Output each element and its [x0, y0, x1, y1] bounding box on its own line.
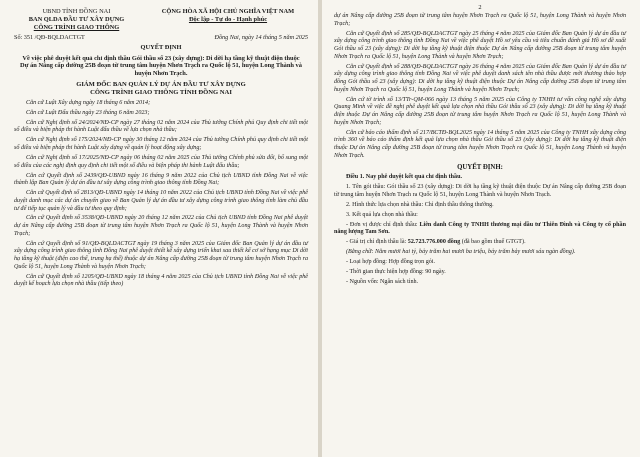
contract-price: [334, 239, 626, 247]
article-1: Điều 1. Nay phê duyệt kết quả chỉ định thầu.: [346, 174, 462, 181]
continued-paragraph: dự án Nâng cấp đường 25B đoạn từ trung tâm huyện Nhơn Trạch ra Quốc lộ 51, huyện Long Thành và huyện Nhơn Trạch;: [334, 13, 626, 27]
contract-detail: - Loại hợp đồng: Hợp đồng trọn gói.: [346, 259, 436, 266]
legal-basis-paragraph: Căn cứ báo cáo thẩm định số 217/BCTĐ-BQL2025 ngày 14 tháng 5 năm 2025 của Công ty TNHH xây dựng công trình 360 về báo cáo thẩm định kết quả lựa chọn nhà thầu Gói thầu số 23 (xây dựng): Di dời hạ tầng kỹ thuật điện thuộc Dự án Nâng cấp đường 25B đoạn từ trung tâm huyện Nhơn Trạch ra Quốc lộ 51, huyện Long Thành và huyện Nhơn Trạch.: [334, 129, 626, 159]
decision-item: 2. Hình thức lựa chọn nhà thầu: Chỉ định thầu thông thường.: [346, 201, 494, 208]
org-line-2: BAN QLDA ĐẦU TƯ XÂY DỰNG: [28, 16, 125, 23]
price-label: - Giá trị chỉ định thầu là:: [346, 239, 408, 246]
legal-basis-paragraph: Căn cứ Luật Xây dựng ngày 18 tháng 6 năm 2014;: [26, 99, 151, 106]
price-in-words: (Bằng chữ: Năm mươi hai tỷ, bảy trăm hai mươi ba triệu, bảy trăm bảy mươi sáu ngàn đồng).: [346, 249, 576, 256]
page-number: 2: [478, 4, 482, 11]
legal-basis-paragraph: Căn cứ Quyết định số 3538/QĐ-UBND ngày 20 tháng 12 năm 2022 của Chủ tịch UBND tỉnh Đồng Nai phê duyệt dự án Nâng cấp đường 25B đoạn từ trung tâm huyện Nhơn Trạch ra Quốc lộ 51, huyện Long Thành và huyện Nhơn Trạch;: [14, 215, 308, 237]
legal-basis-paragraph: Căn cứ Quyết định số 2439/QĐ-UBND ngày 16 tháng 9 năm 2022 của Chủ tịch UBND tỉnh Đồng Nai về việc thành lập Ban Quản lý dự án đầu tư xây dựng công trình giao thông tỉnh Đồng Nai;: [14, 172, 308, 187]
winner-name: Liên danh Công ty TNHH thương mại dầu tư Thiên Đình và Công ty cổ phần năng lượng Tam Sơn.: [334, 221, 626, 236]
winner-label: - Đơn vị được chỉ định thầu:: [346, 221, 420, 228]
legal-basis-paragraph: Căn cứ Nghị định số 175/2024/NĐ-CP ngày 30 tháng 12 năm 2024 của Thủ tướng Chính phủ quy định chi tiết một số điều và biện pháp thi hành Luật xây dựng về quản lý hoạt động xây dựng;: [14, 137, 308, 152]
legal-basis-paragraph: Căn cứ Quyết định số 288/QĐ-BQLDACTGT ngày 26 tháng 4 năm 2025 của Giám đốc Ban Quản lý dự án đầu tư xây dựng công trình giao thông tỉnh Đồng Nai về việc phê duyệt danh sách tên nhà thầu được mời thương thảo hợp đồng Gói thầu số 23 (xây dựng): Di dời hạ tầng kỹ thuật điện thuộc Dự án Nâng cấp đường 25B đoạn từ trung tâm huyện Nhơn Trạch ra Quốc lộ 51, huyện Long Thành và huyện Nhơn Trạch;: [334, 63, 626, 93]
document-header: [14, 8, 308, 32]
page-1: [0, 0, 318, 457]
document-number: Số: 351 /QĐ-BQLDACTGT: [14, 34, 85, 41]
legal-basis-paragraph: Căn cứ Quyết định số 1205/QĐ-UBND ngày 18 tháng 4 năm 2025 của Chủ tịch UBND tỉnh Đồng Nai về việc phê duyệt kế hoạch lựa chọn nhà thầu (tiếp theo): [14, 273, 308, 288]
legal-basis-paragraph: Căn cứ Quyết định số 285/QĐ-BQLDACTGT ngày 25 tháng 4 năm 2025 của Giám đốc Ban Quản lý dự án đầu tư xây dựng công trình giao thông tỉnh Đồng Nai về việc phê duyệt Hồ sơ yêu cầu và tiêu chuẩn đánh giá Hồ sơ đề xuất Gói thầu số 23 (xây dựng): Di dời hạ tầng kỹ thuật điện thuộc Dự án Nâng cấp đường 25B đoạn từ trung tâm huyện Nhơn Trạch ra Quốc lộ 51, huyện Long Thành và huyện Nhơn Trạch;: [334, 30, 626, 60]
decision-heading: QUYẾT ĐỊNH:: [457, 164, 503, 172]
authority-line-2: CÔNG TRÌNH GIAO THÔNG TỈNH ĐỒNG NAI: [90, 89, 232, 97]
authority-line-1: GIÁM ĐỐC BAN QUẢN LÝ DỰ ÁN ĐẦU TƯ XÂY DỰNG: [76, 81, 246, 89]
winning-contractor: [334, 222, 626, 237]
nation-line-1: CỘNG HÒA XÃ HỘI CHỦ NGHĨA VIỆT NAM: [161, 8, 295, 15]
org-line-3: CÔNG TRÌNH GIAO THÔNG: [33, 24, 120, 31]
issuing-organization: [14, 8, 139, 32]
contract-detail: - Thời gian thực hiện hợp đồng: 90 ngày.: [346, 268, 446, 275]
legal-basis-paragraph: Căn cứ Nghị định số 17/2025/NĐ-CP ngày 06 tháng 02 năm 2025 của Thủ tướng Chính phủ sửa đổi, bổ sung một số điều của các nghị định quy định chi tiết một số điều và biện pháp thi hành Luật đấu thầu;: [14, 154, 308, 169]
org-line-1: UBND TỈNH ĐỒNG NAI: [42, 8, 111, 15]
price-value: 52.723.776.000 đồng: [407, 239, 461, 246]
legal-basis-paragraph: Căn cứ Quyết định số 91/QĐ-BQLDACTGT ngày 19 tháng 3 năm 2025 của Giám đốc Ban Quản lý dự án đầu tư xây dựng công trình giao thông tỉnh Đồng Nai phê duyệt thiết kế xây dựng triển khai sau thiết kế cơ sở hạng mục Di dời hạ tầng kỹ thuật (điện cao thế, trung hạ thế) thuộc dự án Nâng cấp đường 25B đoạn từ trung tâm huyện Nhơn Trạch ra Quốc lộ 51, huyện Long Thành và huyện Nhơn Trạch;: [14, 240, 308, 270]
page-2: [322, 0, 640, 457]
nation-line-2: Độc lập - Tự do - Hạnh phúc: [188, 16, 268, 23]
issuing-authority: [14, 81, 308, 97]
legal-basis-paragraph: Căn cứ Luật Đấu thầu ngày 23 tháng 6 năm 2023;: [26, 109, 150, 116]
document-type: QUYẾT ĐỊNH: [140, 44, 182, 51]
decision-item: 1. Tên gói thầu: Gói thầu số 23 (xây dựng): Di dời hạ tầng kỹ thuật điện thuộc Dự án Nâng cấp đường 25B đoạn từ trung tâm huyện Nhơn Trạch ra Quốc lộ 51, huyện Long Thành và huyện Nhơn Trạch.: [334, 184, 626, 198]
price-note: (đã bao gồm thuế GTGT).: [460, 239, 526, 246]
legal-basis-paragraph: Căn cứ Quyết định số 2813/QĐ-UBND ngày 14 tháng 10 năm 2022 của Chủ tịch UBND tỉnh Đồng Nai về việc phê duyệt danh mục các dự án chuyển giao về Ban Quản lý dự án đầu tư xây dựng công trình giao thông tỉnh làm chủ đầu tư để tiếp tục quản lý và đầu tư theo quy định;: [14, 190, 308, 212]
contract-detail: - Nguồn vốn: Ngân sách tỉnh.: [346, 278, 419, 285]
issue-date: Đồng Nai, ngày 14 tháng 5 năm 2025: [214, 34, 308, 41]
legal-basis-paragraph: Căn cứ tờ trình số 13/TTr-QM-066 ngày 13 tháng 5 năm 2025 của Công ty TNHH tư vấn công nghệ xây dựng Quang Minh về việc đề nghị phê duyệt kết quả lựa chọn nhà thầu Gói thầu số 23 (xây dựng): Di dời hạ tầng kỹ thuật điện thuộc Dự án Nâng cấp đường 25B đoạn từ trung tâm huyện Nhơn Trạch ra Quốc lộ 51, huyện Long Thành và huyện Nhơn Trạch;: [334, 96, 626, 126]
document-subject: Về việc phê duyệt kết quả chỉ định thầu Gói thầu số 23 (xây dựng): Di dời hạ tầng kỹ thuật điện thuộc Dự án Nâng cấp đường 25B đoạn từ trung tâm huyện Nhơn Trạch ra Quốc lộ 51, huyện Long Thành và huyện Nhơn Trạch.: [20, 54, 302, 77]
national-heading: [148, 8, 308, 32]
decision-item: 3. Kết quả lựa chọn nhà thầu:: [346, 211, 418, 218]
legal-basis-paragraph: Căn cứ Nghị định số 24/2024/NĐ-CP ngày 27 tháng 02 năm 2024 của Thủ tướng Chính phủ Quy định chi tiết một số điều và biện pháp thi hành Luật đấu thầu về lựa chọn nhà thầu;: [14, 119, 308, 134]
